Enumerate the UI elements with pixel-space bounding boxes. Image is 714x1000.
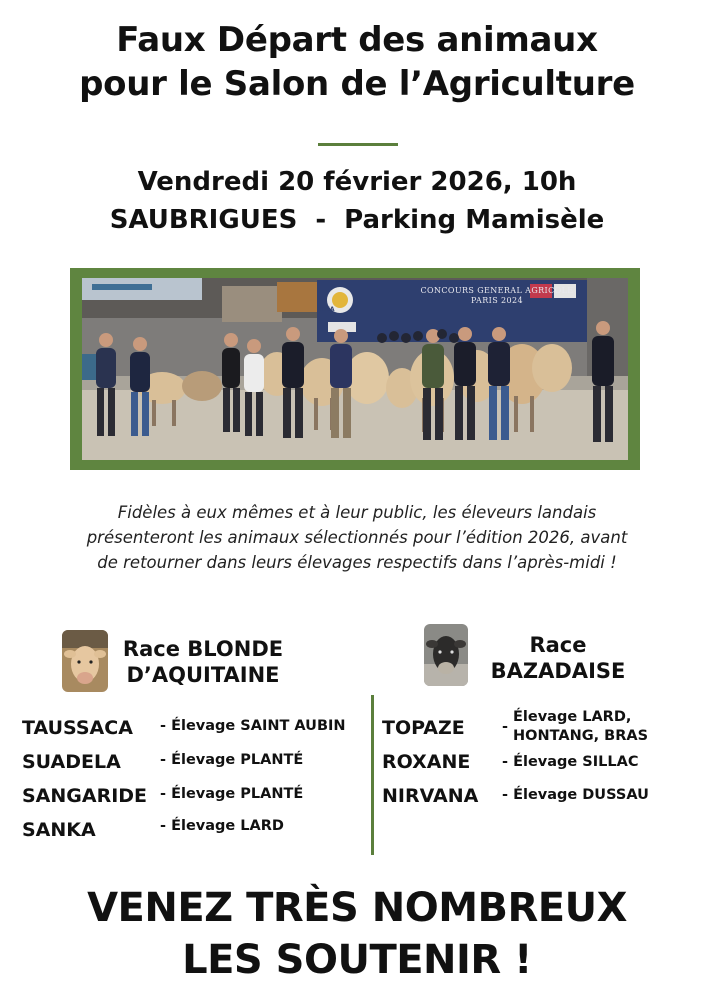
photo-banner-text bbox=[402, 286, 592, 306]
closing-line-1: VENEZ TRÈS NOMBREUX bbox=[87, 885, 627, 931]
intro-line-1: Fidèles à eux mêmes et à leur public, les éleveurs landais bbox=[117, 503, 597, 522]
title-line-2: pour le Salon de l’Agriculture bbox=[79, 64, 635, 104]
intro-line-2: présenteront les animaux sélectionnés pour l’édition 2026, avant bbox=[86, 528, 628, 547]
photo-banner-line-1: CONCOURS GENERAL AGRICOLE bbox=[420, 286, 574, 295]
bazadaise-breeder-1-dash: - bbox=[502, 719, 509, 735]
blonde-animal-1: TAUSSACA bbox=[22, 717, 133, 739]
blonde-heading-line-1: Race BLONDE bbox=[122, 637, 284, 661]
blonde-breeder-2: - Élevage PLANTÉ bbox=[160, 752, 304, 768]
bazadaise-heading-line-1: Race bbox=[529, 633, 587, 657]
event-town: SAUBRIGUES bbox=[109, 205, 298, 235]
bazadaise-breeder-1-line-1: Élevage LARD, bbox=[513, 709, 632, 725]
blonde-heading-line-2: D’AQUITAINE bbox=[126, 663, 280, 687]
bazadaise-breeder-1-line-2: HONTANG, BRAS bbox=[513, 728, 649, 744]
event-place: Parking Mamisèle bbox=[344, 205, 605, 235]
bazadaise-heading-line-2: BAZADAISE bbox=[490, 659, 626, 683]
closing-call bbox=[0, 882, 714, 986]
blonde-breeder-1: - Élevage SAINT AUBIN bbox=[160, 718, 346, 734]
closing-line-2: LES SOUTENIR ! bbox=[182, 937, 532, 983]
bazadaise-breeder-3: - Élevage DUSSAU bbox=[502, 787, 649, 803]
blonde-animal-3: SANGARIDE bbox=[22, 785, 148, 807]
blonde-breeder-4: - Élevage LARD bbox=[160, 818, 284, 834]
blonde-animal-2: SUADELA bbox=[22, 751, 121, 773]
photo-logo-text: TIEA bbox=[319, 306, 335, 313]
title-line-1: Faux Départ des animaux bbox=[116, 20, 598, 60]
bazadaise-animal-3: NIRVANA bbox=[382, 785, 479, 807]
bazadaise-animal-2: ROXANE bbox=[382, 751, 471, 773]
event-separator: - bbox=[315, 205, 327, 235]
event-date: Vendredi 20 février 2026, 10h bbox=[137, 167, 577, 197]
photo-frame bbox=[70, 268, 640, 470]
blonde-breeder-3: - Élevage PLANTÉ bbox=[160, 786, 304, 802]
bazadaise-heading bbox=[468, 632, 648, 684]
bazadaise-breeder-2: - Élevage SILLAC bbox=[502, 754, 639, 770]
blonde-heading bbox=[108, 636, 298, 688]
bazadaise-animal-1: TOPAZE bbox=[382, 717, 465, 739]
page-title bbox=[0, 18, 714, 106]
event-info bbox=[0, 163, 714, 239]
photo-banner-line-2: PARIS 2024 bbox=[471, 296, 523, 305]
blonde-cow-icon bbox=[62, 630, 108, 692]
intro-paragraph bbox=[0, 500, 714, 575]
bazadaise-cow-icon bbox=[424, 624, 468, 686]
group-photo bbox=[82, 278, 628, 460]
columns-divider bbox=[371, 695, 374, 855]
intro-line-3: de retourner dans leurs élevages respectifs dans l’après-midi ! bbox=[97, 553, 617, 572]
event-location bbox=[0, 201, 714, 239]
title-divider bbox=[318, 143, 398, 146]
blonde-animal-4: SANKA bbox=[22, 819, 96, 841]
